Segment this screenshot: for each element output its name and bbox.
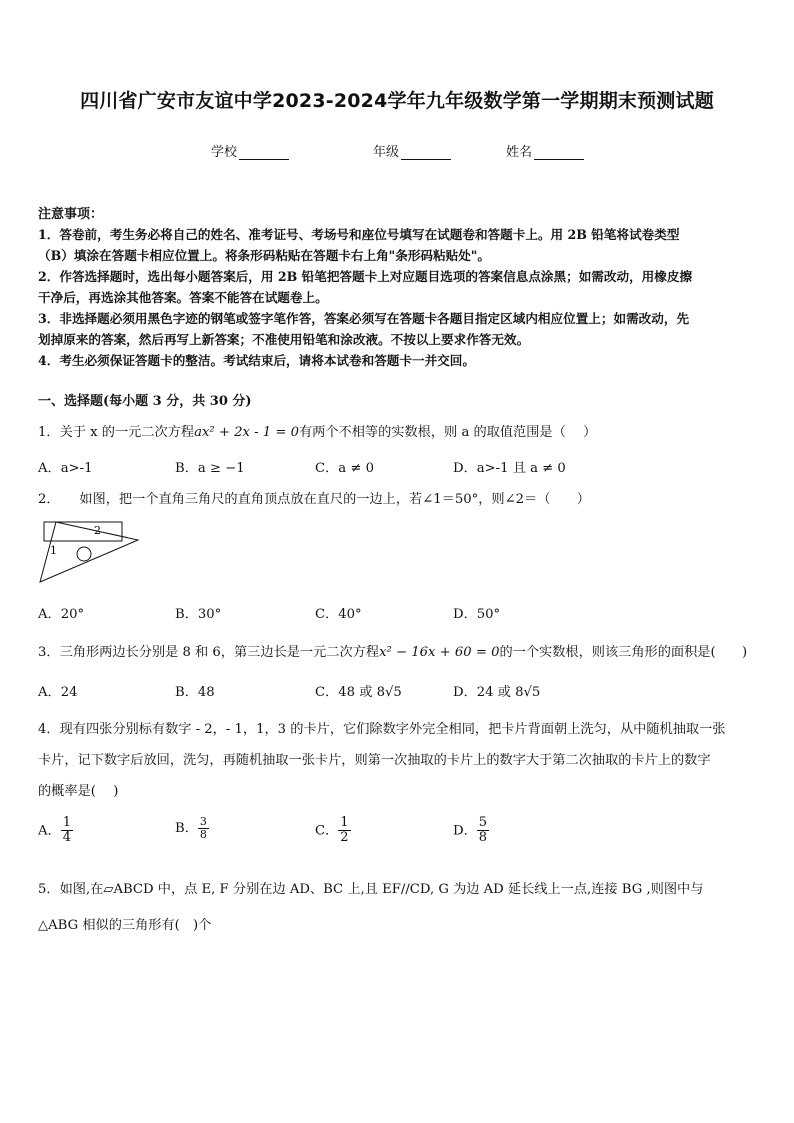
note-line: （B）填涂在答题卡相应位置上。将条形码粘贴在答题卡右上角"条形码粘贴处"。 [38, 248, 490, 263]
grade-blank [401, 146, 451, 160]
q1-option-a: A．a>-1 [38, 461, 93, 476]
q5-line: 5．如图,在▱ABCD 中，点 E, F 分别在边 AD、BC 上,且 EF//CD, G 为边 AD 延长线上一点,连接 BG ,则图中与 [38, 882, 704, 897]
triangle-hole [77, 547, 91, 561]
q4-line: 卡片，记下数字后放回，洗匀，再随机抽取一张卡片，则第一次抽取的卡片上的数字大于第二次抽取的卡片上的数字 [38, 753, 711, 768]
q2-option-c: C．40° [315, 607, 362, 622]
numerator: 5 [478, 815, 488, 830]
fraction [477, 816, 489, 846]
denominator: 4 [62, 830, 71, 846]
option-label: A． [38, 823, 61, 839]
angle-1-label: 1 [50, 544, 57, 557]
page-title: 四川省广安市友谊中学2023-2024学年九年级数学第一学期期末预测试题 [80, 90, 714, 112]
q1-option-b: B．a ≥ −1 [175, 461, 245, 476]
numerator: 3 [199, 815, 207, 828]
name-label: 姓名 [506, 145, 533, 160]
q3-option-c: C．48 或 8√5 [315, 685, 402, 700]
q3-option-a: A．24 [38, 685, 78, 700]
denominator: 8 [199, 828, 207, 842]
school-blank [239, 146, 289, 160]
school-field [211, 141, 289, 160]
option-label: B． [175, 821, 198, 837]
q3-stem-post: 的一个实数根，则该三角形的面积是( ) [499, 645, 748, 660]
q2-option-a: A．20° [38, 607, 85, 622]
fraction [338, 816, 350, 846]
question-2: 2． 如图，把一个直角三角尺的直角顶点放在直尺的一边上，若∠1＝50°，则∠2＝（ ） [38, 492, 590, 507]
note-line: 3．非选择题必须用黑色字迹的钢笔或签字笔作答，答案必须写在答题卡各题目指定区域内相应位置上；如需改动，先 [38, 311, 690, 326]
q5-line: △ABG 相似的三角形有( )个 [38, 918, 212, 933]
question-1 [38, 421, 596, 440]
ruler-triangle-figure [36, 518, 142, 586]
q3-stem-pre: 3．三角形两边长分别是 8 和 6，第三边长是一元二次方程 [38, 645, 380, 660]
q3-equation: x² − 16x + 60 = 0 [379, 645, 500, 660]
fraction [198, 816, 209, 841]
section-title: 一、选择题(每小题 3 分，共 30 分) [38, 394, 252, 409]
note-line: 4．考生必须保证答题卡的整洁。考试结束后，请将本试卷和答题卡一并交回。 [38, 353, 475, 368]
q1-stem-post: 有两个不相等的实数根，则 a 的取值范围是（ ） [299, 425, 597, 440]
q4-option-b [175, 816, 209, 841]
q1-equation: ax² + 2x - 1 = 0 [194, 425, 299, 440]
q3-option-b: B．48 [175, 685, 215, 700]
numerator: 1 [340, 815, 349, 830]
name-blank [534, 146, 584, 160]
note-line: 1．答卷前，考生务必将自己的姓名、准考证号、考场号和座位号填写在试题卷和答题卡上。用 2B 铅笔将试卷类型 [38, 227, 680, 242]
grade-label: 年级 [373, 145, 400, 160]
q4-option-a [38, 816, 73, 846]
school-label: 学校 [211, 145, 238, 160]
option-label: D． [453, 823, 477, 839]
numerator: 1 [62, 815, 71, 830]
notes-heading: 注意事项： [38, 207, 104, 222]
fraction [61, 816, 73, 846]
question-3 [38, 641, 747, 660]
denominator: 2 [340, 830, 349, 846]
note-line: 干净后，再选涂其他答案。答案不能答在试题卷上。 [38, 290, 328, 305]
q4-option-d [453, 816, 489, 846]
q1-stem-pre: 1．关于 x 的一元二次方程 [38, 425, 195, 440]
q1-option-d: D．a>-1 且 a ≠ 0 [453, 461, 566, 476]
q4-line: 的概率是( ) [38, 784, 119, 799]
q2-option-d: D．50° [453, 607, 501, 622]
q1-option-c: C．a ≠ 0 [315, 461, 374, 476]
name-field [506, 141, 584, 160]
option-label: C． [315, 823, 339, 839]
q3-option-d: D．24 或 8√5 [453, 685, 541, 700]
note-line: 2．作答选择题时，选出每小题答案后，用 2B 铅笔把答题卡上对应题目选项的答案信息点涂黑；如需改动，用橡皮擦 [38, 269, 693, 284]
angle-2-label: 2 [94, 524, 101, 537]
q2-option-b: B．30° [175, 607, 222, 622]
denominator: 8 [478, 830, 488, 846]
q4-option-c [315, 816, 351, 846]
grade-field [373, 141, 451, 160]
note-line: 划掉原来的答案，然后再写上新答案；不准使用铅笔和涂改液。不按以上要求作答无效。 [38, 332, 530, 347]
q4-line: 4．现有四张分别标有数字 - 2，- 1，1，3 的卡片，它们除数字外完全相同，把卡片背面朝上洗匀，从中随机抽取一张 [38, 722, 726, 737]
